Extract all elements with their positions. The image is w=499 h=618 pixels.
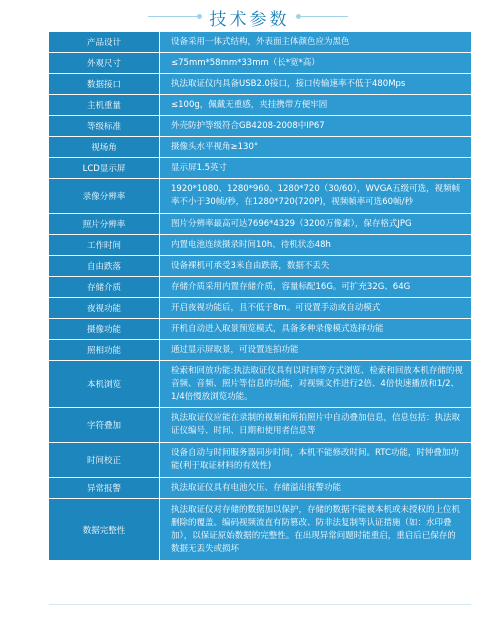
spec-label: 照相功能 — [49, 340, 159, 360]
spec-label: 录像分辨率 — [49, 179, 159, 213]
spec-label: 产品设计 — [49, 32, 159, 52]
spec-label: 异常报警 — [49, 478, 159, 498]
spec-row — [49, 179, 471, 213]
spec-value: 开机自动进入取景预览模式，具备多种录像模式选择功能 — [160, 319, 471, 339]
spec-row — [49, 361, 471, 407]
spec-value: ≤75mm*58mm*33mm（长*宽*高） — [160, 53, 471, 73]
spec-value: 1920*1080、1280*960、1280*720（30/60），WVGA五级可选，视频帧率不小于30帧/秒，在1280*720(720P)，视频帧率可选60帧/秒 — [160, 179, 471, 213]
spec-row — [49, 235, 471, 255]
header-divider-right — [298, 16, 348, 17]
spec-label: 时间校正 — [49, 443, 159, 477]
spec-value: 设备自动与时间服务器同步时间，本机不能修改时间。RTC功能，时钟叠加功能(利于取证材料的有效性) — [160, 443, 471, 477]
spec-value: 开启夜视功能后，且不低于8m。可设置手动或自动模式 — [160, 298, 471, 318]
spec-row — [49, 319, 471, 339]
spec-row — [49, 499, 471, 560]
spec-label: 夜视功能 — [49, 298, 159, 318]
spec-value: 显示屏1.5英寸 — [160, 158, 471, 178]
spec-value: 执法取证仪应能在录制的视频和所拍照片中自动叠加信息，信息包括：执法取证仪编号、时间、日期和使用者信息等 — [160, 408, 471, 442]
spec-value: 设备裸机可承受3米自由跌落，数据不丢失 — [160, 256, 471, 276]
spec-row — [49, 116, 471, 136]
spec-value: 存储介质采用内置存储介质，容量标配16G。可扩充32G、64G — [160, 277, 471, 297]
spec-value: 图片分辨率最高可达7696*4329（3200万像素），保存格式JPG — [160, 214, 471, 234]
spec-label: 数据完整性 — [49, 499, 159, 560]
spec-value: 外壳防护等级符合GB4208-2008中IP67 — [160, 116, 471, 136]
spec-row — [49, 95, 471, 115]
spec-label: 自由跌落 — [49, 256, 159, 276]
spec-row — [49, 298, 471, 318]
spec-value: 内置电池连续摄录时间10h、待机状态48h — [160, 235, 471, 255]
spec-value: 执法取证仪具有电池欠压、存储溢出报警功能 — [160, 478, 471, 498]
spec-value: 执法取证仪内具备USB2.0接口，接口传输速率不低于480Mps — [160, 74, 471, 94]
spec-row — [49, 408, 471, 442]
spec-value: 通过显示屏取景，可设置连拍功能 — [160, 340, 471, 360]
spec-value: ≤100g，佩戴无重感，夹挂携带方便牢固 — [160, 95, 471, 115]
spec-table — [49, 32, 471, 560]
spec-row — [49, 214, 471, 234]
spec-row — [49, 32, 471, 52]
spec-label: 工作时间 — [49, 235, 159, 255]
spec-label: 存储介质 — [49, 277, 159, 297]
spec-value: 执法取证仪对存储的数据加以保护，存储的数据不能被本机或未授权的上位机删除的覆盖。编码视频流直有防篡改、防非法复制等认证措施（如：水印叠加），以保证原始数据的完整性。在出现异常问题时能重启，重启后已保存的数据无丢失或损坏 — [160, 499, 471, 560]
spec-value: 设备采用一体式结构，外表面主体颜色应为黑色 — [160, 32, 471, 52]
spec-row — [49, 53, 471, 73]
spec-row — [49, 256, 471, 276]
spec-label: LCD显示屏 — [49, 158, 159, 178]
section-header — [0, 0, 499, 32]
spec-label: 数据接口 — [49, 74, 159, 94]
spec-label: 主机重量 — [49, 95, 159, 115]
spec-row — [49, 443, 471, 477]
spec-value: 摄像头水平视角≥130° — [160, 137, 471, 157]
page-title: 技术参数 — [209, 10, 290, 30]
spec-row — [49, 478, 471, 498]
spec-value: 检索和回放功能:执法取证仪具有以时间等方式浏览、检索和回放本机存储的视音频、音频、照片等信息的功能，对视频文件进行2倍、4倍快速播放和1/2、1/4倍慢放浏览功能。 — [160, 361, 471, 407]
spec-row — [49, 277, 471, 297]
spec-label: 照片分辨率 — [49, 214, 159, 234]
spec-label: 等级标准 — [49, 116, 159, 136]
spec-label: 字符叠加 — [49, 408, 159, 442]
bottom-divider — [49, 604, 471, 605]
spec-label: 摄像功能 — [49, 319, 159, 339]
spec-label: 外观尺寸 — [49, 53, 159, 73]
spec-label: 本机浏览 — [49, 361, 159, 407]
spec-label: 视场角 — [49, 137, 159, 157]
spec-row — [49, 137, 471, 157]
spec-row — [49, 340, 471, 360]
spec-row — [49, 74, 471, 94]
spec-row — [49, 158, 471, 178]
